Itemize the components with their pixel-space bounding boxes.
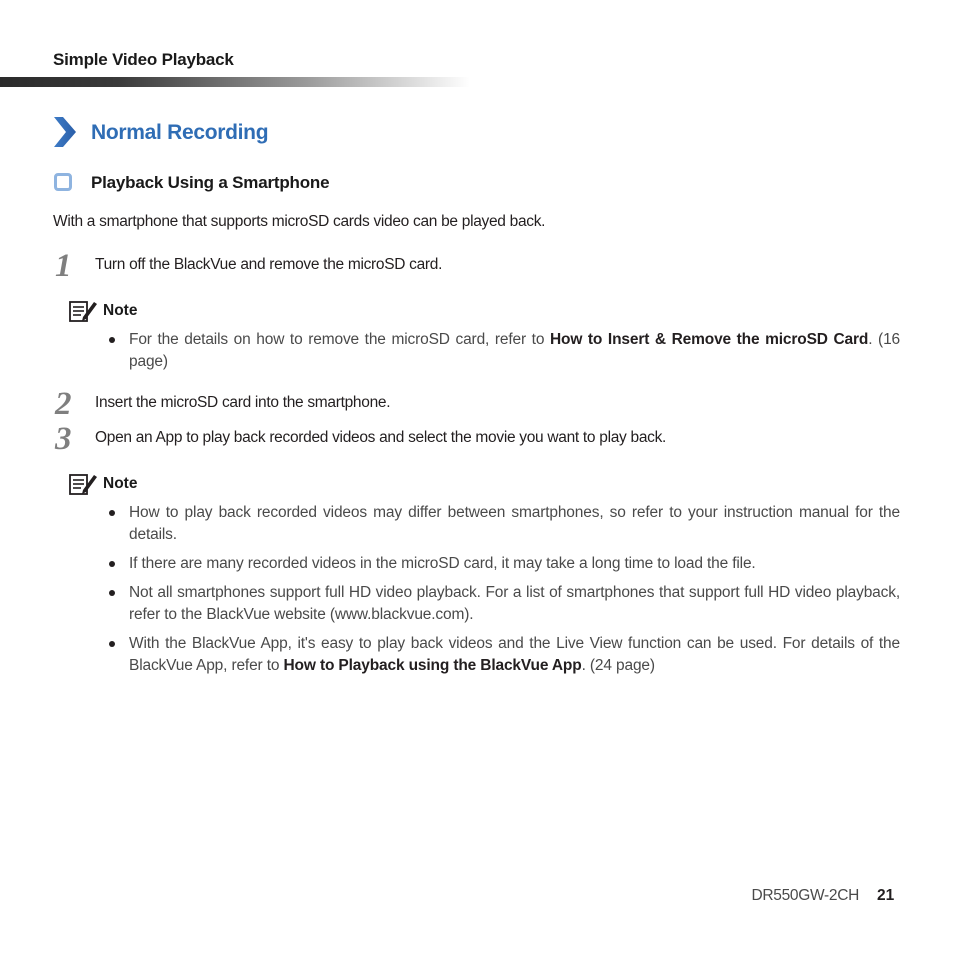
page-number: 21	[877, 887, 895, 904]
step-text: Insert the microSD card into the smartphone.	[95, 394, 391, 411]
note-item-text: For the details on how to remove the microSD card, refer to	[129, 331, 550, 348]
square-bullet-icon	[54, 173, 72, 191]
note-item	[108, 329, 900, 373]
note-pencil-icon	[69, 299, 99, 323]
note-list	[108, 502, 900, 677]
page-header-title: Simple Video Playback	[53, 50, 234, 69]
note-item-text: . (16 page)	[129, 331, 901, 370]
note-item-text: If there are many recorded videos in the microSD card, it may take a long time to load the file.	[129, 555, 756, 572]
note-list	[108, 329, 900, 373]
note-item-link-title: How to Playback using the BlackVue App	[283, 657, 582, 674]
chevron-right-icon	[53, 117, 77, 147]
note-item	[108, 553, 900, 575]
note-label: Note	[103, 302, 138, 319]
note-item-link-title: How to Insert & Remove the microSD Card	[549, 331, 869, 348]
note-item	[108, 582, 900, 626]
note-item-text: How to play back recorded videos may differ between smartphones, so refer to your instruction manual for the details.	[129, 504, 900, 543]
step-number: 3	[55, 421, 72, 457]
note-pencil-icon	[69, 472, 99, 496]
note-item	[108, 502, 900, 546]
step-number: 2	[55, 386, 72, 422]
subsection-title: Playback Using a Smartphone	[91, 173, 330, 192]
step-number: 1	[55, 248, 72, 284]
step-text: Turn off the BlackVue and remove the microSD card.	[95, 256, 443, 273]
step-text: Open an App to play back recorded videos and select the movie you want to play back.	[95, 429, 667, 446]
footer-model-name: DR550GW-2CH	[751, 887, 859, 904]
note-item-text: Not all smartphones support full HD video playback. For a list of smartphones that support full HD video playback, refer to the BlackVue website (www.blackvue.com).	[129, 584, 900, 623]
header-rule	[0, 77, 470, 87]
intro-text: With a smartphone that supports microSD cards video can be played back.	[53, 213, 546, 230]
note-label: Note	[103, 475, 138, 492]
note-item	[108, 633, 900, 677]
note-item-text: With the BlackVue App, it's easy to play back videos and the Live View function can be used. For details of the BlackVue App, refer to	[129, 635, 900, 674]
note-item-text: . (24 page)	[581, 657, 655, 674]
section-title: Normal Recording	[91, 121, 269, 144]
